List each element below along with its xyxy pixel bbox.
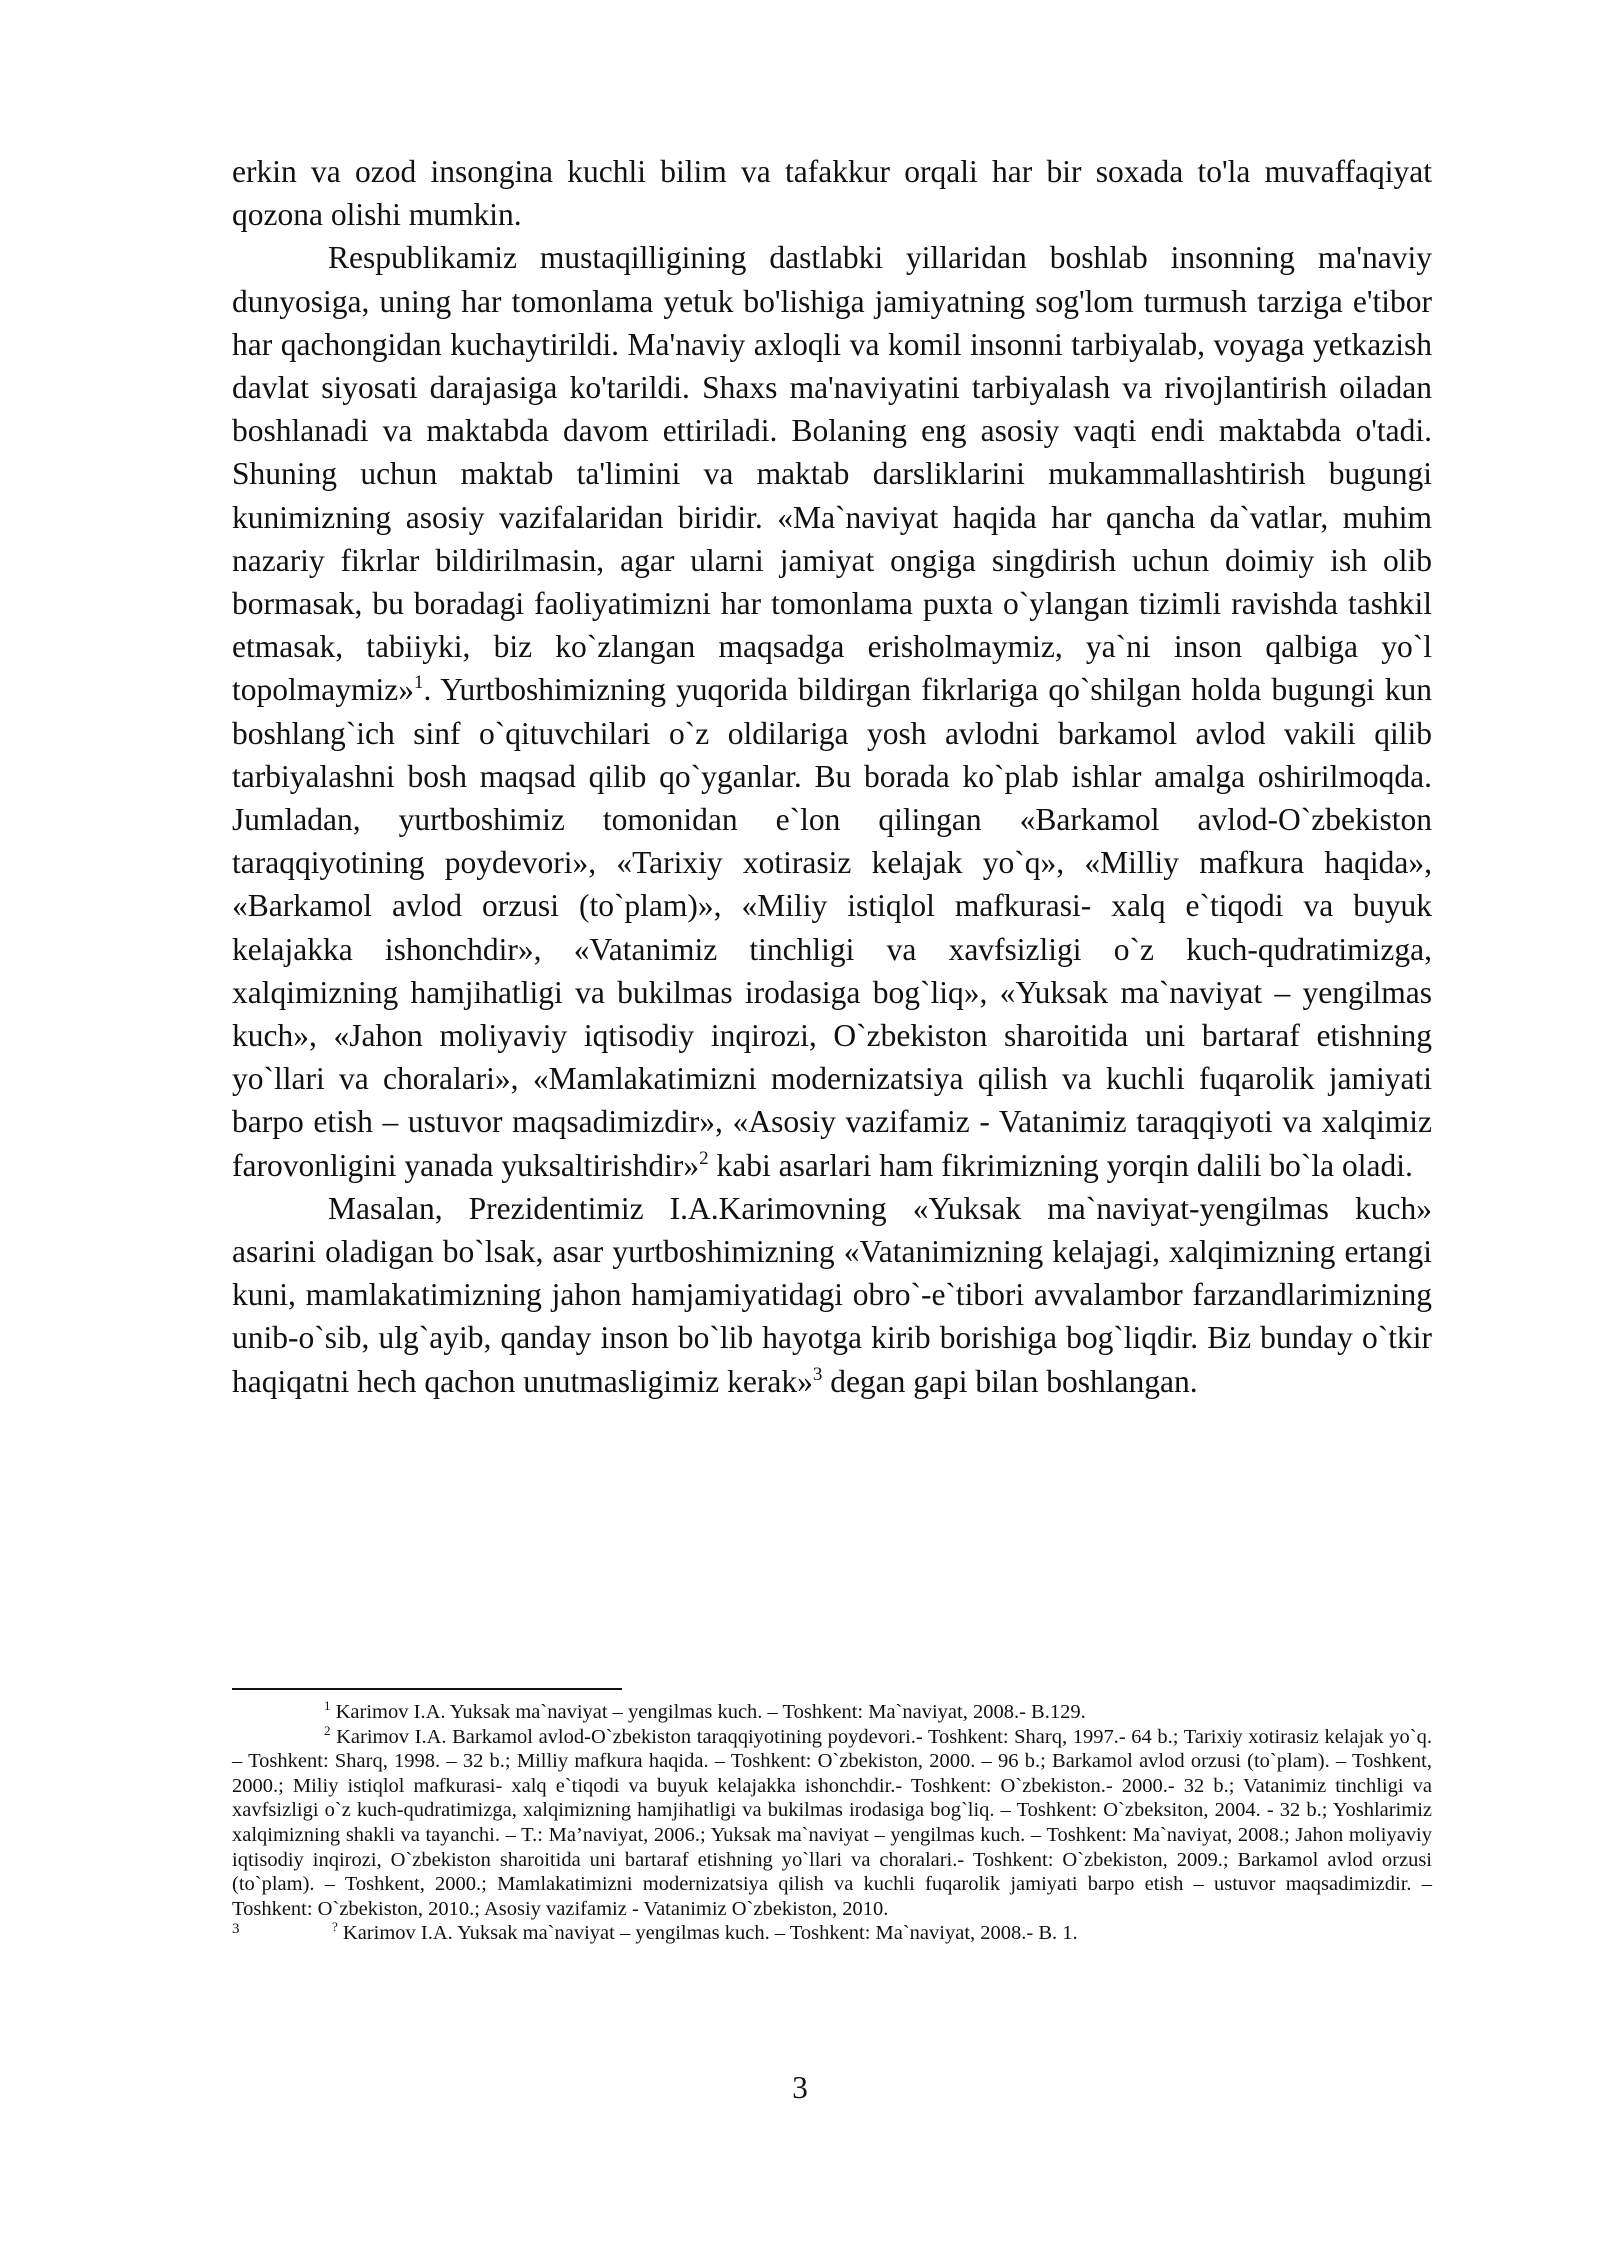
footnote-1	[232, 1700, 1432, 1725]
paragraph-2-text-b: . Yurtboshimizning yuqorida bildirgan fikrlariga qo`shilgan holda bugungi kun boshlang`ich sinf o`qituvchilari o`z oldilariga yosh avlodni barkamol avlod vakili qilib tarbiyalashni bosh maqsad qilib qo`yganlar. Bu borada ko`plab ishlar amalga oshirilmoqda. Jumladan, yurtboshimiz tomonidan e`lon qilingan «Barkamol avlod-O`zbekiston taraqqiyotining poydevori», «Tarixiy xotirasiz kelajak yo`q», «Milliy mafkura haqida», «Barkamol avlod orzusi (to`plam)», «Miliy istiqlol mafkurasi- xalq e`tiqodi va buyuk kelajakka ishonchdir», «Vatanimiz tinchligi va xavfsizligi o`z kuch-qudratimizga, xalqimizning hamjihatligi va bukilmas irodasiga bog`liq», «Yuksak ma`naviyat – yengilmas kuch», «Jahon moliyaviy iqtisodiy inqirozi, O`zbekiston sharoitida uni bartaraf etishning yo`llari va choralari», «Mamlakatimizni modernizatsiya qilish va kuchli fuqarolik jamiyati barpo etish – ustuvor maqsadimizdir», «Asosiy vazifamiz - Vatanimiz taraqqiyoti va xalqimiz farovonligini yanada yuksaltirishdir»	[232, 672, 1432, 1183]
footnote-1-text: Karimov I.A. Yuksak ma`naviyat – yengilmas kuch. – Toshkent: Ma`naviyat, 2008.- B.129.	[330, 1701, 1086, 1723]
footnote-1-mark: 1	[324, 1698, 331, 1713]
footnote-2	[232, 1722, 1432, 1922]
paragraph-2-text-a: Respublikamiz mustaqilligining dastlabki yillaridan boshlab insonning ma'naviy dunyosiga, uning har tomonlama yetuk bo'lishiga jamiyatning sog'lom turmush tarziga e'tibor har qachongidan kuchaytirildi. Ma'naviy axloqli va komil insonni tarbiyalab, voyaga yetkazish davlat siyosati darajasiga ko'tarildi. Shaxs ma'naviyatini tarbiyalash va rivojlantirish oiladan boshlanadi va maktabda davom ettiriladi. Bolaning eng asosiy vaqti endi maktabda o'tadi. Shuning uchun maktab ta'limini va maktab darsliklarini mukammallashtirish bugungi kunimizning asosiy vazifalaridan biridir. «Ma`naviyat haqida har qancha da`vatlar, muhim nazariy fikrlar bildirilmasin, agar ularni jamiyat ongiga singdirish uchun doimiy ish olib bormasak, bu boradagi faoliyatimizni har tomonlama puxta o`ylangan tizimli ravishda tashkil etmasak, tabiiyki, biz ko`zlangan maqsadga erisholmaymiz, ya`ni inson qalbiga yo`l topolmaymiz»	[232, 240, 1432, 708]
footnote-ref-3[interactable]: 3	[812, 1363, 823, 1385]
footnotes	[232, 1700, 1432, 1946]
footnote-3-text: Karimov I.A. Yuksak ma`naviyat – yengilmas kuch. – Toshkent: Ma`naviyat, 2008.- B. 1.	[337, 1922, 1078, 1945]
paragraph-3-text-a: Masalan, Prezidentimiz I.A.Karimovning «Yuksak ma`naviyat-yengilmas kuch» asarini oladigan bo`lsak, asar yurtboshimizning «Vatanimizning kelajagi, xalqimizning ertangi kuni, mamlakatimizning jahon hamjamiyatidagi obro`-e`tibori avvalambor farzandlarimizning unib-o`sib, ulg`ayib, qanday inson bo`lib hayotga kirib borishiga bog`liqdir. Biz bunday o`tkir haqiqatni hech qachon unutmasligimiz kerak»	[232, 1190, 1432, 1399]
paragraph-2	[232, 236, 1432, 1186]
footnote-3-mark: ?	[332, 1919, 338, 1935]
footnote-ref-1[interactable]: 1	[413, 672, 424, 694]
paragraph-3	[232, 1187, 1432, 1403]
footnote-separator	[232, 1688, 622, 1690]
paragraph-1-text: erkin va ozod insongina kuchli bilim va tafakkur orqali har bir soxada to'la muvaffaqiyat qozona olishi mumkin.	[232, 154, 1432, 233]
paragraph-3-text-b: degan gapi bilan boshlangan.	[822, 1363, 1198, 1399]
paragraph-1	[232, 150, 1432, 236]
footnote-2-text: Karimov I.A. Barkamol avlod-O`zbekiston taraqqiyotining poydevori.- Toshkent: Sharq, 1997.- 64 b.; Tarixiy xotirasiz kelajak yo`q. – Toshkent: Sharq, 1998. – 32 b.; Milliy mafkura haqida. – Toshkent: O`zbekiston, 2000. – 96 b.; Barkamol avlod orzusi (to`plam). – Toshkent, 2000.; Miliy istiqlol mafkurasi- xalq e`tiqodi va buyuk kelajakka ishonchdir.- Toshkent: O`zbekiston.- 2000.- 32 b.; Vatanimiz tinchligi va xavfsizligi o`z kuch-qudratimizga, xalqimizning hamjihatligi va bukilmas irodasiga bog`liq. – Toshkent: O`zbeksiton, 2004. - 32 b.; Yoshlarimiz xalqimizning shakli va tayanchi. – T.: Ma’naviyat, 2006.; Yuksak ma`naviyat – yengilmas kuch. – Toshkent: Ma`naviyat, 2008.; Jahon moliyaviy iqtisodiy inqirozi, O`zbekiston sharoitida uni bartaraf etishning yo`llari va choralari.- Toshkent: O`zbekiston, 2009.; Barkamol avlod orzusi (to`plam). – Toshkent, 2000.; Mamlakatimizni modernizatsiya qilish va kuchli fuqarolik jamiyati barpo etish – ustuvor maqsadimizdir. – Toshkent: O`zbekiston, 2010.; Asosiy vazifamiz - Vatanimiz O`zbekiston, 2010.	[232, 1725, 1432, 1920]
main-text	[232, 150, 1432, 1403]
footnote-3-orphan-number: 3	[232, 1921, 240, 1938]
paragraph-2-text-c: kabi asarlari ham fikrimizning yorqin dalili bo`la oladi.	[708, 1147, 1413, 1183]
page-number: 3	[792, 2070, 808, 2105]
footnote-2-mark: 2	[324, 1722, 331, 1738]
footnote-ref-2[interactable]: 2	[699, 1147, 709, 1169]
footnote-3	[232, 1921, 1432, 1946]
